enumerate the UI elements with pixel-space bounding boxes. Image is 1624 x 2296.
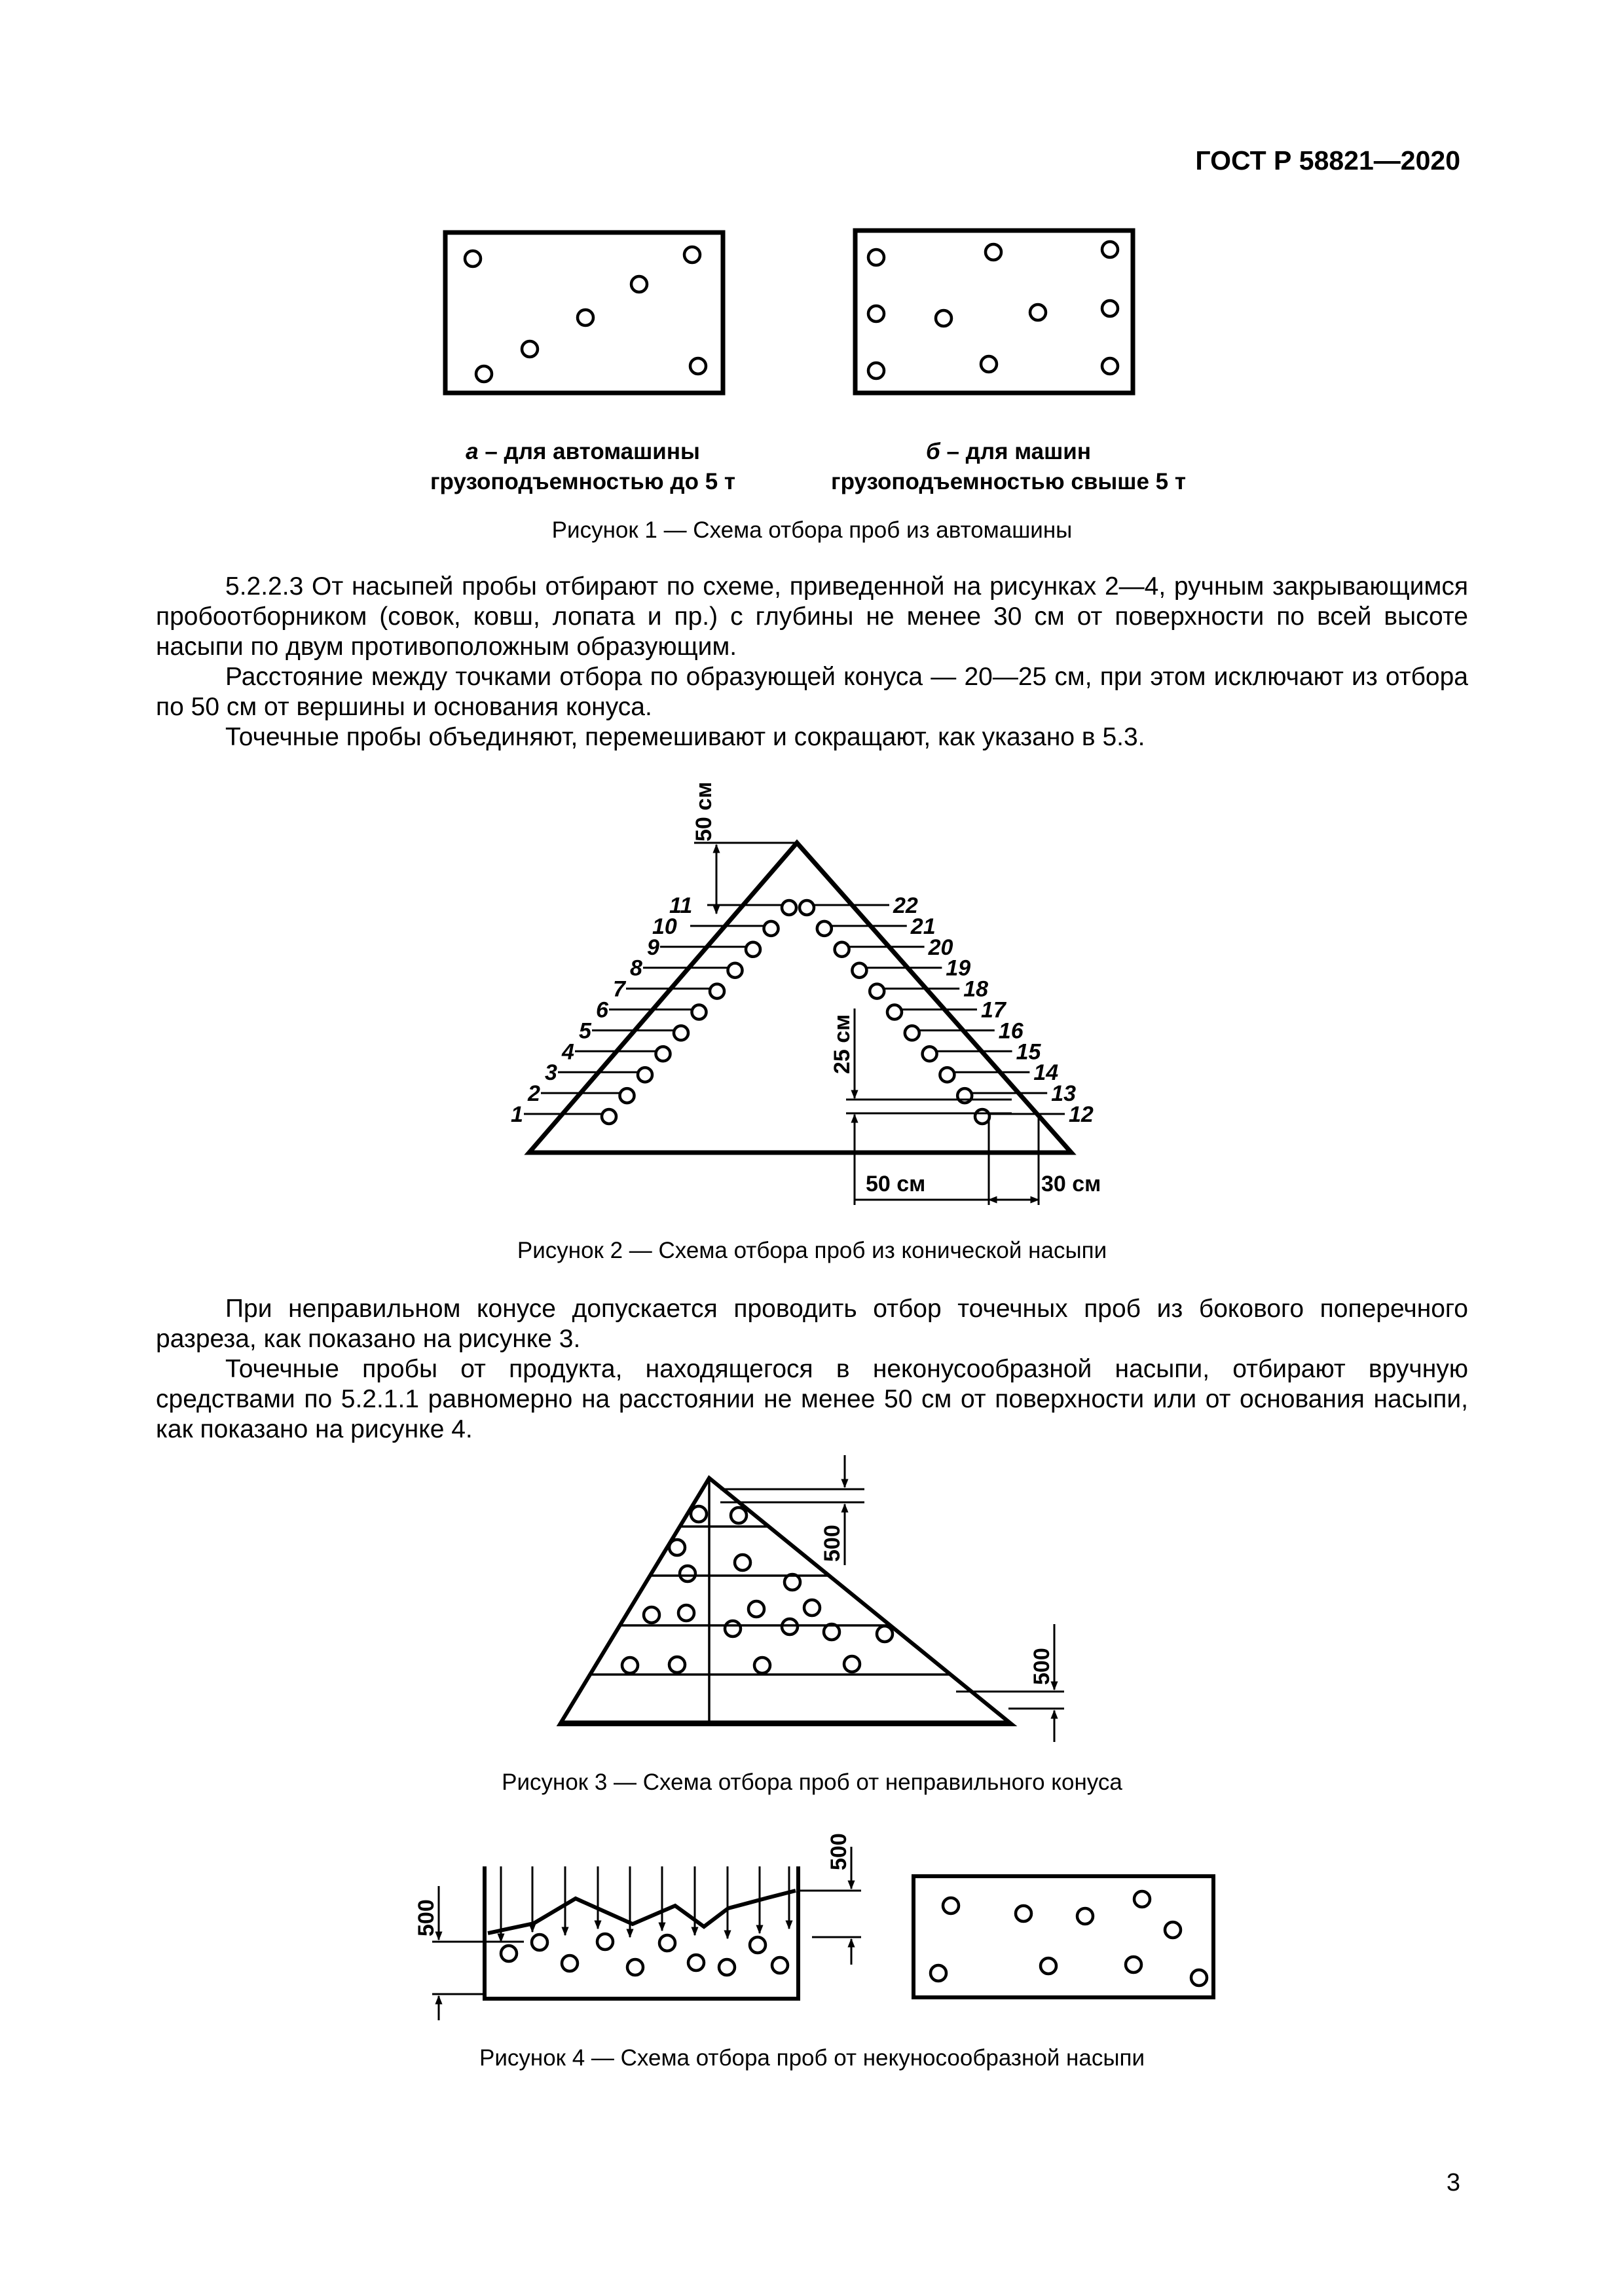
sampling-point-icon xyxy=(659,1935,675,1951)
sampling-point-icon xyxy=(562,1955,578,1971)
truck-small-sampling-points xyxy=(465,247,706,382)
truck-large-outline xyxy=(855,231,1133,393)
sampling-point-icon xyxy=(728,963,743,978)
sampling-point-icon xyxy=(1191,1970,1207,1986)
sampling-point-icon xyxy=(692,1005,707,1020)
fig2-dim-step-label: 25 см xyxy=(830,1014,855,1074)
sampling-point-icon xyxy=(754,1657,770,1673)
figure-1a-line1: – для автомашины xyxy=(478,439,700,464)
figure-1a-letter: а xyxy=(466,439,479,464)
sampling-point-icon xyxy=(877,1626,893,1642)
sampling-point-icon xyxy=(923,1046,937,1061)
figure-4-dimensions xyxy=(432,1847,861,2020)
point-number-label: 14 xyxy=(1033,1060,1059,1086)
sampling-point-icon xyxy=(835,942,849,957)
point-number-label: 13 xyxy=(1051,1081,1077,1107)
sampling-point-icon xyxy=(674,1026,688,1040)
paragraph: Точечные пробы объединяют, перемешивают и сокращают, как указано в 5.3. xyxy=(225,723,1145,751)
point-number-label: 10 xyxy=(652,914,677,939)
paragraph: При неправильном конусе допускается проводить отбор точечных проб из бокового поперечного разреза, как показано на рисунке 3. xyxy=(156,1295,1468,1353)
sampling-point-icon xyxy=(868,306,884,322)
sampling-point-icon xyxy=(501,1946,517,1961)
fig4-dim-left-label: 500 xyxy=(414,1899,439,1936)
material-surface xyxy=(488,1891,796,1933)
point-number-label: 20 xyxy=(928,935,953,960)
sampling-point-icon xyxy=(578,310,593,325)
sampling-point-icon xyxy=(631,276,647,292)
figure-1b-line1: – для машин xyxy=(940,439,1091,464)
sampling-point-icon xyxy=(748,1601,764,1617)
sampling-point-icon xyxy=(731,1508,747,1523)
sampling-point-icon xyxy=(602,1109,616,1124)
sampling-point-icon xyxy=(750,1937,766,1953)
sampling-point-icon xyxy=(620,1088,635,1103)
sampling-point-icon xyxy=(943,1898,959,1914)
sampling-point-icon xyxy=(1165,1922,1181,1938)
sampling-point-icon xyxy=(764,921,779,936)
paragraph: 5.2.2.3 От насыпей пробы отбирают по схеме, приведенной на рисунках 2—4, ручным закрывающимся пробоотборником (совок, ковш, лопата и пр.) с глубины не менее 30 см от поверхности по всей высоте насыпи по двум противоположным образующим. xyxy=(156,572,1468,661)
sampling-point-icon xyxy=(782,900,796,915)
sampling-point-icon xyxy=(465,251,481,267)
sampling-point-icon xyxy=(644,1607,659,1623)
sampling-point-icon xyxy=(981,356,997,372)
cross-section-grid xyxy=(562,1478,1010,1724)
figure-3-caption: Рисунок 3 — Схема отбора проб от неправильного конуса xyxy=(502,1769,1122,1795)
figure-1b-subcaption xyxy=(819,437,1198,497)
figure-1a-line2: грузоподъемностью до 5 т xyxy=(430,469,736,494)
point-number-label: 3 xyxy=(545,1060,557,1086)
sampling-point-icon xyxy=(597,1934,613,1950)
sampling-point-icon xyxy=(800,900,814,915)
sampling-point-icon xyxy=(784,1574,800,1590)
sampling-point-icon xyxy=(824,1624,840,1640)
sampling-point-icon xyxy=(669,1657,685,1673)
truck-large-sampling-points xyxy=(868,242,1118,379)
sampling-point-icon xyxy=(817,921,832,936)
plan-view-sampling-points xyxy=(931,1891,1207,1986)
point-number-label: 8 xyxy=(630,955,642,981)
sampling-point-icon xyxy=(870,984,884,999)
point-number-label: 5 xyxy=(579,1018,591,1044)
sampling-point-icon xyxy=(852,963,866,978)
sampling-point-icon xyxy=(782,1619,798,1635)
figure-2-dimensions xyxy=(694,843,1039,1205)
sampling-point-icon xyxy=(1102,358,1118,374)
sampling-point-icon xyxy=(725,1621,741,1637)
sampling-point-icon xyxy=(690,358,706,374)
sampling-point-icon xyxy=(691,1506,707,1522)
sampling-point-icon xyxy=(1077,1908,1093,1924)
sampling-point-icon xyxy=(931,1965,946,1981)
bin-outline xyxy=(485,1866,798,1999)
paragraph: Точечные пробы от продукта, находящегося в неконусообразной насыпи, отбирают вручную средствами по 5.2.1.1 равномерно на расстоянии не менее 50 см от поверхности или от основания насыпи, как показано на рисунке 4. xyxy=(156,1355,1468,1443)
sampling-point-icon xyxy=(986,244,1001,260)
sampling-point-icon xyxy=(678,1605,694,1621)
sampling-point-icon xyxy=(688,1955,704,1971)
sampling-point-icon xyxy=(940,1067,954,1082)
sampling-point-icon xyxy=(710,984,724,999)
truck-small-outline xyxy=(445,232,723,393)
sampling-point-icon xyxy=(1102,301,1118,316)
sampling-point-icon xyxy=(868,250,884,265)
sampling-point-icon xyxy=(627,1959,643,1975)
point-number-label: 18 xyxy=(963,976,989,1002)
fig4-dim-right-label: 500 xyxy=(826,1833,851,1870)
section-5-2-2-3 xyxy=(156,572,1468,752)
point-number-label: 7 xyxy=(613,976,625,1002)
sampling-point-icon xyxy=(1126,1957,1141,1972)
point-number-label: 11 xyxy=(669,893,693,918)
point-number-label: 12 xyxy=(1069,1102,1094,1127)
sampling-point-icon xyxy=(719,1959,735,1975)
figure-1b-line2: грузоподъемностью свыше 5 т xyxy=(831,469,1186,494)
sampling-point-icon xyxy=(684,247,700,263)
point-number-label: 4 xyxy=(562,1039,574,1065)
fig3-dim-top-label: 500 xyxy=(820,1525,845,1562)
fig3-dim-bottom-label: 500 xyxy=(1029,1648,1054,1685)
point-number-label: 21 xyxy=(910,914,936,939)
point-number-label: 16 xyxy=(998,1018,1024,1044)
point-number-label: 22 xyxy=(893,893,918,918)
sampling-point-icon xyxy=(680,1566,695,1582)
point-number-label: 1 xyxy=(511,1102,523,1127)
cone-outline xyxy=(529,843,1071,1153)
sampling-point-icon xyxy=(669,1540,685,1555)
sampling-point-icon xyxy=(1102,242,1118,257)
point-number-label: 19 xyxy=(946,955,971,981)
sampling-point-icon xyxy=(1030,305,1046,320)
figure-3-sampling-points xyxy=(622,1506,893,1673)
sampling-point-icon xyxy=(638,1067,652,1082)
point-number-label: 6 xyxy=(596,997,608,1023)
point-number-label: 15 xyxy=(1016,1039,1041,1065)
sampling-point-icon xyxy=(905,1026,919,1040)
figure-1b-letter: б xyxy=(926,439,940,464)
fig2-dim-top-label: 50 см xyxy=(692,781,716,842)
sampling-point-icon xyxy=(844,1656,860,1672)
sampling-point-icon xyxy=(1041,1958,1056,1974)
sampling-point-icon xyxy=(975,1109,989,1124)
sampling-point-icon xyxy=(1016,1906,1031,1921)
inner-cone-line xyxy=(799,908,853,956)
irregular-cone-outline xyxy=(560,1478,1012,1724)
plan-view-outline xyxy=(913,1876,1213,1997)
point-number-label: 9 xyxy=(647,935,659,960)
sampling-point-icon xyxy=(476,366,492,382)
point-number-label: 2 xyxy=(528,1081,540,1107)
sampling-point-icon xyxy=(622,1657,638,1673)
sampling-point-icon xyxy=(532,1935,547,1950)
sampling-point-icon xyxy=(746,942,760,957)
sampling-point-icon xyxy=(735,1555,750,1570)
sampling-point-icon xyxy=(868,363,884,379)
figure-1a-subcaption xyxy=(413,437,753,497)
sampling-point-icon xyxy=(804,1600,820,1616)
figure-1-caption: Рисунок 1 — Схема отбора проб из автомашины xyxy=(551,517,1073,543)
figure-3-dimensions xyxy=(720,1455,1064,1742)
fig2-dim-depth-label: 30 см xyxy=(1041,1172,1101,1196)
paragraph: Расстояние между точками отбора по образующей конуса — 20—25 см, при этом исключают из отбора по 50 см от вершины и основания конуса. xyxy=(156,663,1468,721)
point-number-label: 17 xyxy=(981,997,1006,1023)
section-irregular-cone xyxy=(156,1294,1468,1445)
sampling-point-icon xyxy=(957,1088,972,1103)
figure-2-caption: Рисунок 2 — Схема отбора проб из конической насыпи xyxy=(517,1238,1107,1263)
sampling-point-icon xyxy=(772,1957,788,1973)
sampling-point-icon xyxy=(936,310,951,326)
fig2-dim-base-label: 50 см xyxy=(866,1172,926,1196)
document-header: ГОСТ Р 58821—2020 xyxy=(1195,145,1460,176)
sampling-point-icon xyxy=(522,341,538,357)
sampling-point-icon xyxy=(656,1046,671,1061)
page-number: 3 xyxy=(1446,2169,1460,2196)
bin-sampling-points xyxy=(501,1934,788,1975)
figure-4-caption: Рисунок 4 — Схема отбора проб от некуносообразной насыпи xyxy=(479,2045,1145,2071)
sampling-point-icon xyxy=(1134,1891,1150,1907)
sampling-point-icon xyxy=(887,1005,902,1020)
